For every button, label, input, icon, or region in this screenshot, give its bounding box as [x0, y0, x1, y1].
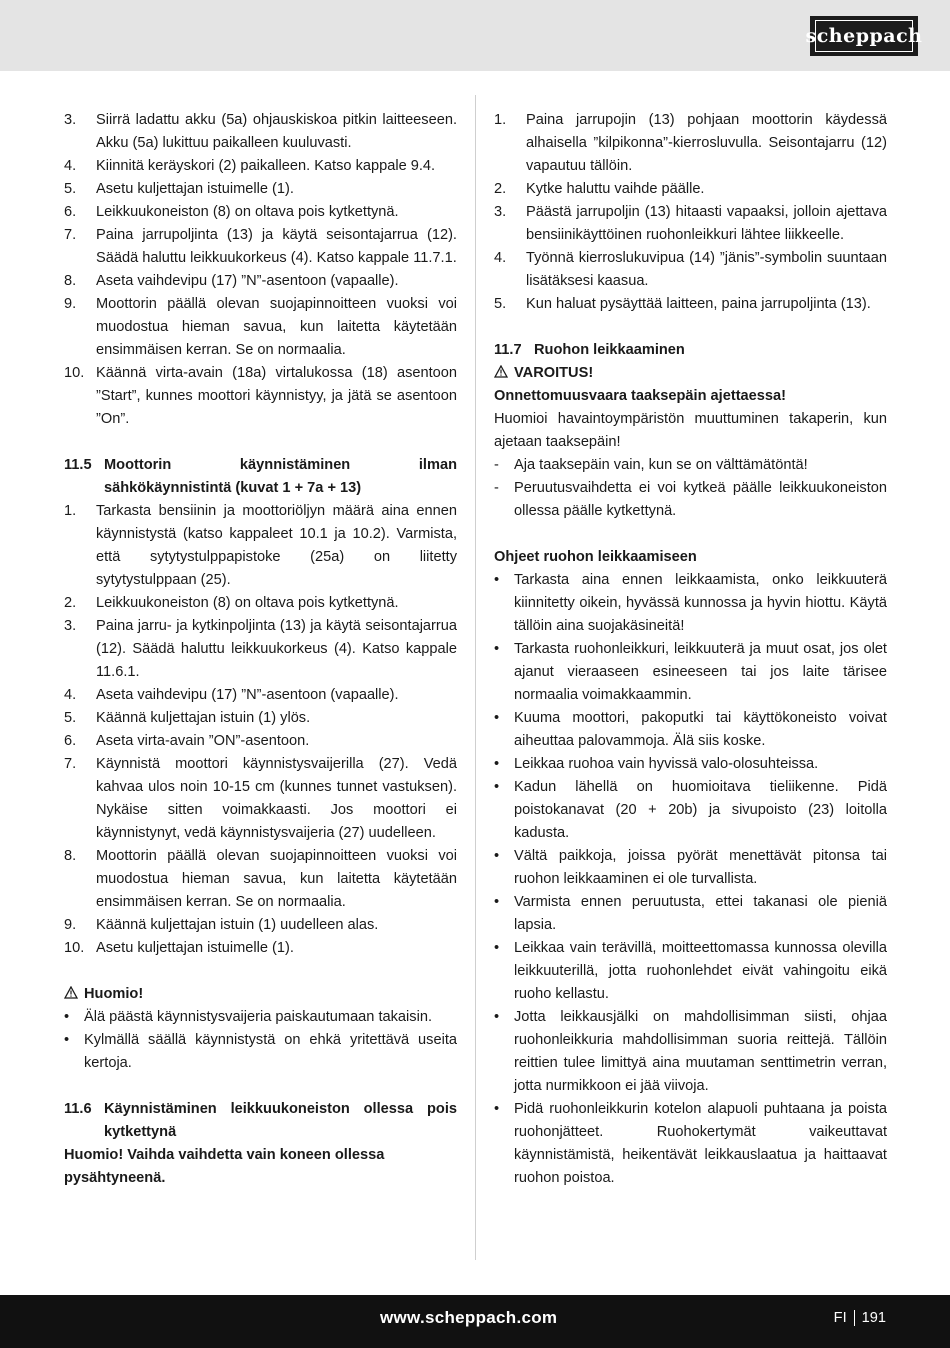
list-item: 2. Leikkuukoneiston (8) on oltava pois kytkettynä.: [64, 595, 399, 611]
list-item: • Jotta leikkausjälki on mahdollisimman siisti, ohjaa ruohonleikkuria mahdollisimman suoria reittejä. Tällöin reittien tulee limittyä aina muutaman senttimetrin verran, jotta nurmikkoon ei jää viivoja.: [494, 1009, 887, 1094]
list-item: 9. Moottorin päällä olevan suojapinnoitteen vuoksi voi muodostua hieman savua, kun laitetta käytetään ensimmäisen kerran. Se on normaalia.: [64, 296, 457, 358]
list-item: • Tarkasta aina ennen leikkaamista, onko leikkuuterä kiinnitetty oikein, hyvässä kunnossa ja hyvin hiottu. Käytä tällöin aina suojakäsineitä!: [494, 572, 887, 634]
warning-subheading: Onnettomuusvaara taaksepäin ajettaessa!: [494, 388, 786, 404]
list-item: • Vältä paikkoja, joissa pyörät menettävät pitonsa tai ruohon leikkaaminen ei ole turvallista.: [494, 848, 887, 887]
list-item: 4. Kiinnitä keräyskori (2) paikalleen. Katso kappale 9.4.: [64, 158, 436, 174]
gear-change-note: Huomio! Vaihda vaihdetta vain koneen ollessa pysähtyneenä.: [64, 1147, 385, 1186]
page-indicator: [834, 1310, 886, 1326]
footer-website-link[interactable]: www.scheppach.com: [380, 1308, 558, 1327]
brand-logo: scheppach: [810, 16, 918, 56]
list-item: 5. Kun haluat pysäyttää laitteen, paina jarrupoljinta (13).: [494, 296, 871, 312]
list-item: - Aja taaksepäin vain, kun se on välttämätöntä!: [494, 457, 808, 473]
list-item: 3. Paina jarru- ja kytkinpoljinta (13) ja käytä seisontajarrua (12). Säädä haluttu leikkuukorkeus (4). Katso kappale 11.6.1.: [64, 618, 457, 680]
list-item: 7. Paina jarrupoljinta (13) ja käytä seisontajarrua (12). Säädä haluttu leikkuukorkeus (4). Katso kappale 11.7.1.: [64, 227, 457, 266]
list-item: 4. Aseta vaihdevipu (17) ”N”-asentoon (vapaalle).: [64, 687, 399, 703]
list-item: • Varmista ennen peruutusta, ettei takanasi ole pieniä lapsia.: [494, 894, 887, 933]
start-steps-list: [64, 109, 457, 431]
list-item: 6. Leikkuukoneiston (8) on oltava pois kytkettynä.: [64, 204, 399, 220]
list-item: • Leikkaa vain terävillä, moitteettomassa kunnossa olevilla leikkuuterillä, jotta ruohonlehdet eivät vahingoitu eikä ruoho kellastu.: [494, 940, 887, 1002]
list-item: • Pidä ruohonleikkurin kotelon alapuoli puhtaana ja poista ruohonjätteet. Ruohokertymät vaikeuttavat käynnistämistä, heikentävät leikkauslaatua ja haittaavat ruohon poistoa.: [494, 1101, 887, 1186]
list-item: 5. Asetu kuljettajan istuimelle (1).: [64, 181, 294, 197]
section-heading-11-6: 11.6 Käynnistäminen leikkuukoneiston ollessa pois kytkettynä: [64, 1101, 457, 1140]
list-item: - Peruutusvaihdetta ei voi kytkeä päälle leikkuukoneiston ollessa päälle kytkettynä.: [494, 480, 887, 519]
warning-heading: VAROITUS!: [494, 362, 887, 385]
list-item: 4. Työnnä kierroslukuvipua (14) ”jänis”-symbolin suuntaan lisätäksesi kaasua.: [494, 250, 887, 289]
list-item: 3. Siirrä ladattu akku (5a) ohjauskiskoa pitkin laitteeseen. Akku (5a) lukittuu paikalleen kuuluvasti.: [64, 112, 457, 151]
list-item: • Kuuma moottori, pakoputki tai käyttökoneisto voivat aiheuttaa palovammoja. Älä siis koske.: [494, 710, 887, 749]
note-heading: Huomio!: [64, 983, 457, 1006]
list-item: • Kadun lähellä on huomioitava tieliikenne. Pidä poistokanavat (20 + 20b) ja sivupoisto (23) loitolla kadusta.: [494, 779, 887, 841]
left-column: [64, 109, 457, 1190]
section-heading-11-5: 11.5 Moottorin käynnistäminen ilman sähkökäynnistintä (kuvat 1 + 7a + 13): [64, 457, 457, 496]
list-item: • Leikkaa ruohoa vain hyvissä valo-olosuhteissa.: [494, 756, 819, 772]
driving-steps-list: [494, 109, 887, 316]
guide-list: [494, 569, 887, 1190]
section-heading-11-7: 11.7 Ruohon leikkaaminen: [494, 342, 685, 358]
language-code: FI: [833, 1310, 847, 1326]
list-item: 6. Aseta virta-avain ”ON”-asentoon.: [64, 733, 310, 749]
column-divider: [475, 95, 476, 1260]
list-item: • Tarkasta ruohonleikkuri, leikkuuterä ja muut osat, jos olet ajanut vieraaseen esineeseen tai jos laite tärisee normaalia voimakkaammin.: [494, 641, 887, 703]
warning-triangle-icon: [64, 986, 78, 999]
list-item: 8. Moottorin päällä olevan suojapinnoitteen vuoksi voi muodostua hieman savua, kun laitetta käytetään ensimmäisen kerran. Se on normaalia.: [64, 848, 457, 910]
manual-start-steps-list: [64, 500, 457, 960]
list-item: • Kylmällä säällä käynnistystä on ehkä yritettävä useita kertoja.: [64, 1032, 457, 1071]
list-item: 8. Aseta vaihdevipu (17) ”N”-asentoon (vapaalle).: [64, 273, 399, 289]
list-item: 7. Käynnistä moottori käynnistysvaijerilla (27). Vedä kahvaa ulos noin 10-15 cm (kunnes tunnet vastuksen). Nykäise sitten voimakkaasti. Jos moottori ei käynnistynyt, vedä käynnistysvaijeria (27) uudelleen.: [64, 756, 457, 841]
list-item: 9. Käännä kuljettajan istuin (1) uudelleen alas.: [64, 917, 379, 933]
right-column: [494, 109, 887, 1190]
warning-triangle-icon: [494, 365, 508, 378]
list-item: 1. Tarkasta bensiinin ja moottoriöljyn määrä aina ennen käynnistystä (katso kappaleet 10.1 ja 10.2). Varmista, että sytytystulppapistoke (25a) on liitetty sytytystulppaan (25).: [64, 503, 457, 588]
page-number: 191: [861, 1310, 886, 1326]
list-item: 5. Käännä kuljettajan istuin (1) ylös.: [64, 710, 311, 726]
list-item: • Älä päästä käynnistysvaijeria paiskautumaan takaisin.: [64, 1009, 433, 1025]
list-item: 10. Käännä virta-avain (18a) virtalukossa (18) asentoon ”Start”, kunnes moottori käynnistyy, ja jätä se asentoon ”On”.: [64, 365, 457, 427]
warning-text: Huomioi havaintoympäristön muuttuminen takaperin, kun ajetaan taaksepäin!: [494, 411, 887, 450]
list-item: 1. Paina jarrupojin (13) pohjaan moottorin käydessä alhaisella ”kilpikonna”-kierrosluvulla. Seisontajarru (12) vapautuu tällöin.: [494, 112, 887, 174]
guide-heading: Ohjeet ruohon leikkaamiseen: [494, 549, 697, 565]
footer-separator: [854, 1310, 855, 1326]
list-item: 2. Kytke haluttu vaihde päälle.: [494, 181, 705, 197]
list-item: 3. Päästä jarrupoljin (13) hitaasti vapaaksi, jolloin ajettava bensiinikäyttöinen ruohonleikkuri lähtee liikkeelle.: [494, 204, 887, 243]
list-item: 10. Asetu kuljettajan istuimelle (1).: [64, 940, 294, 956]
